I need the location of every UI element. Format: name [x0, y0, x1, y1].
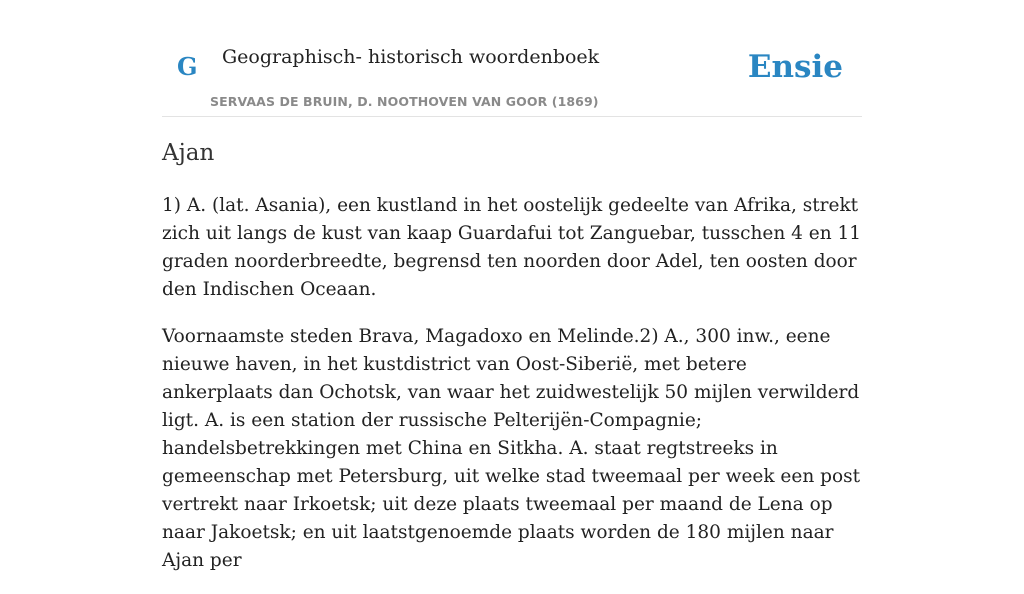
- entry-paragraph: 1) A. (lat. Asania), een kustland in het oostelijk gedeelte van Afrika, strekt zich uit langs de kust van kaap Guardafui tot Zanguebar, tusschen 4 en 11 graden noorderbreedte, begrensd ten noorden door Adel, ten oosten door den Indischen Oceaan.: [162, 195, 862, 300]
- entry-paragraph: Voornaamste steden Brava, Magadoxo en Melinde.2) A., 300 inw., eene nieuwe haven, in het kustdistrict van Oost-Siberië, met betere ankerplaats dan Ochotsk, van waar het zuidwestelijk 50 mijlen verwilderd ligt. A. is een station der russische Pelterijën-Compagnie; handelsbetrekkingen met China en Sitkha. A. staat regtstreeks in gemeenschap met Petersburg, uit welke stad tweemaal per week een post vertrekt naar Irkoetsk; uit deze plaats tweemaal per maand de Lena op naar Jakoetsk; en uit laatstgenoemde plaats worden de 180 mijlen naar Ajan per: [162, 326, 861, 571]
- book-title-link[interactable]: Geographisch- historisch woordenboek: [222, 46, 600, 68]
- book-logo-icon[interactable]: G: [177, 52, 198, 81]
- ensie-logo-link[interactable]: Ensie: [747, 49, 843, 85]
- book-authors: SERVAAS DE BRUIN, D. NOOTHOVEN VAN GOOR (1869): [210, 94, 599, 109]
- book-header: [162, 0, 862, 117]
- entry-title: Ajan: [162, 140, 215, 166]
- entry-content: [162, 192, 862, 594]
